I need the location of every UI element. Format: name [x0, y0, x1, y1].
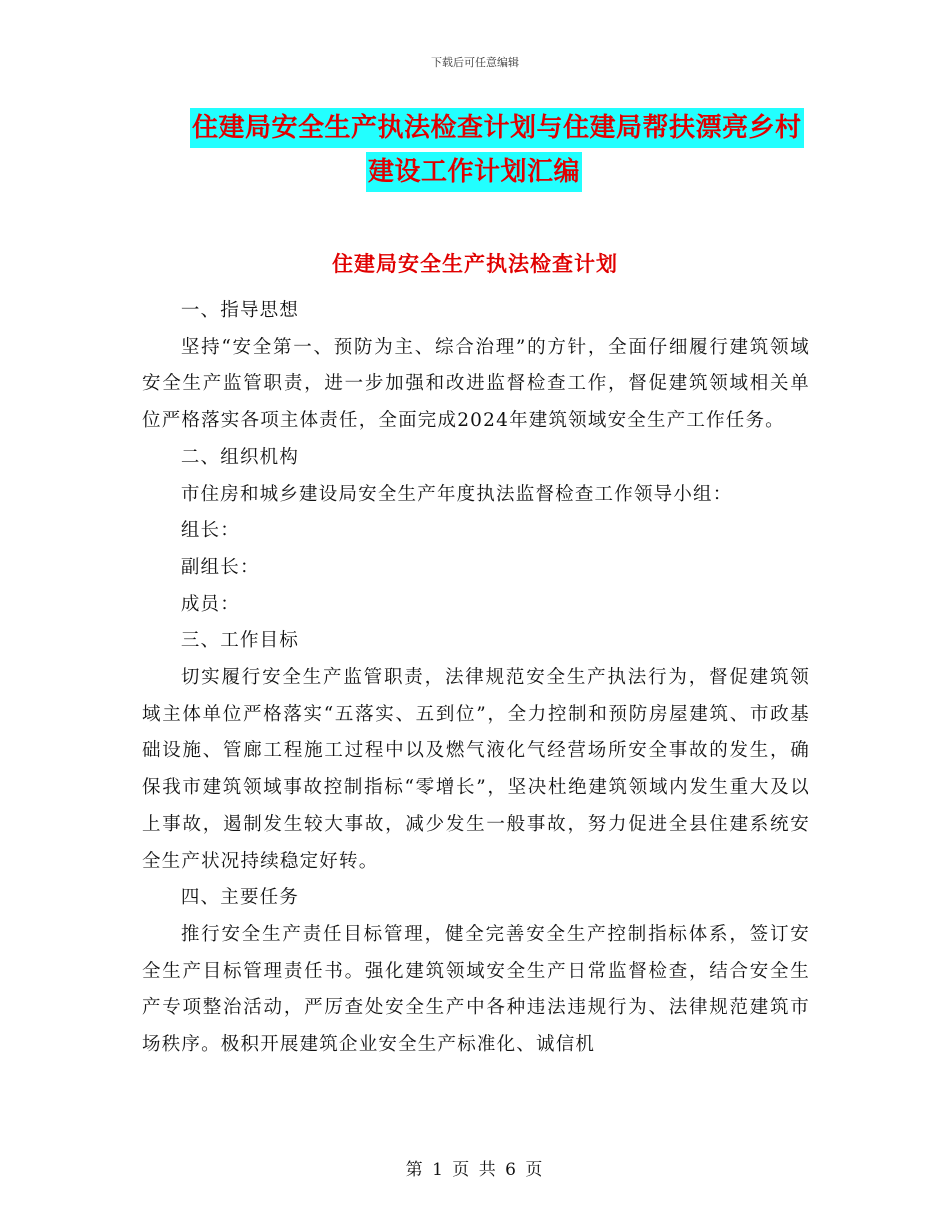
header-note: 下载后可任意编辑: [431, 56, 519, 69]
title-line-2: 建设工作计划汇编: [366, 152, 582, 192]
heading-main-tasks: 四、主要任务: [180, 887, 300, 909]
title-line-1: 住建局安全生产执法检查计划与住建局帮扶漂亮乡村: [190, 108, 804, 148]
paragraph-members: 成员：: [180, 593, 240, 615]
body-text: [142, 293, 810, 1064]
heading-work-goals: 三、工作目标: [180, 630, 300, 652]
heading-organization: 二、组织机构: [180, 446, 300, 468]
heading-guiding-ideology: 一、指导思想: [180, 300, 300, 321]
page-number: 第 1 页 共 6 页: [405, 1160, 545, 1180]
paragraph-main-tasks: 推行安全生产责任目标管理，健全完善安全生产控制指标体系，签订安全生产目标管理责任书。强化建筑领域安全生产日常监督检查，结合安全生产专项整治活动，严厉查处安全生产中各种违法违规行为、法律规范建筑市场秩序。极积开展建筑企业安全生产标准化、诚信机: [142, 923, 810, 1056]
paragraph-group-leader: 组长：: [180, 520, 240, 542]
paragraph-work-goals: 切实履行安全生产监管职责，法律规范安全生产执法行为，督促建筑领域主体单位严格落实“五落实、五到位”，全力控制和预防房屋建筑、市政基础设施、管廊工程施工过程中以及燃气液化气经营场所安全事故的发生，确保我市建筑领域事故控制指标“零增长”，坚决杜绝建筑领域内发生重大及以上事故，遏制发生较大事故，减少发生一般事故，努力促进全县住建系统安全生产状况持续稳定好转。: [142, 667, 810, 872]
paragraph-guiding-ideology: 坚持“安全第一、预防为主、综合治理”的方针，全面仔细履行建筑领域安全生产监管职责，进一步加强和改进监督检查工作，督促建筑领域相关单位严格落实各项主体责任，全面完成2024年建筑领域安全生产工作任务。: [142, 336, 810, 432]
paragraph-deputy-leader: 副组长：: [180, 556, 260, 578]
document-title: [190, 108, 810, 196]
paragraph-leading-group: 市住房和城乡建设局安全生产年度执法监督检查工作领导小组：: [180, 483, 733, 505]
section-title: 住建局安全生产执法检查计划: [332, 251, 618, 276]
